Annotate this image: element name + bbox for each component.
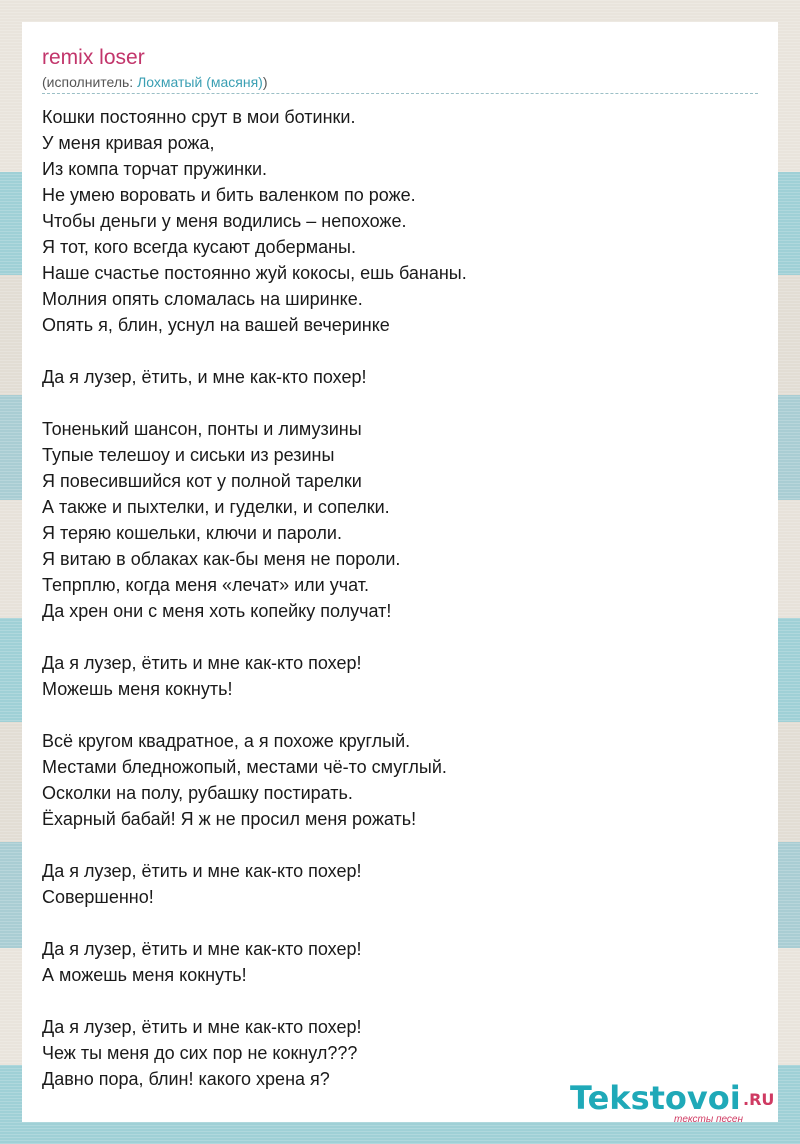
- lyrics-line: Не умею воровать и бить валенком по роже.: [42, 185, 416, 205]
- artist-line: [42, 73, 268, 91]
- lyrics-blank-line: [42, 624, 758, 650]
- lyrics-line: Я теряю кошельки, ключи и пароли.: [42, 523, 342, 543]
- lyrics-line: Да я лузер, ётить и мне как-кто похер!: [42, 861, 362, 881]
- lyrics-text: [42, 104, 758, 1092]
- lyrics-blank-line: [42, 832, 758, 858]
- lyrics-line: Я повесившийся кот у полной тарелки: [42, 471, 362, 491]
- lyrics-line: Да я лузер, ётить и мне как-кто похер!: [42, 1017, 362, 1037]
- artist-link[interactable]: Лохматый (масяня): [137, 74, 263, 90]
- lyrics-line: Местами бледножопый, местами чё-то смуглый.: [42, 757, 447, 777]
- logo-domain: .RU: [743, 1090, 775, 1109]
- lyrics-line: Можешь меня кокнуть!: [42, 679, 233, 699]
- lyrics-line: Да я лузер, ётить и мне как-кто похер!: [42, 653, 362, 673]
- lyrics-line: Я витаю в облаках как-бы меня не пороли.: [42, 549, 401, 569]
- lyrics-line: Чтобы деньги у меня водились – непохоже.: [42, 211, 407, 231]
- lyrics-line: Тупые телешоу и сиськи из резины: [42, 445, 335, 465]
- lyrics-line: Давно пора, блин! какого хрена я?: [42, 1069, 330, 1089]
- artist-suffix: ): [262, 74, 268, 90]
- lyrics-line: Всё кругом квадратное, а я похоже круглый.: [42, 731, 411, 751]
- title-divider: [42, 93, 758, 94]
- lyrics-blank-line: [42, 390, 758, 416]
- lyrics-blank-line: [42, 988, 758, 1014]
- logo-name: Tekstovoi: [570, 1079, 741, 1117]
- lyrics-blank-line: [42, 910, 758, 936]
- lyrics-line: Я тот, кого всегда кусают доберманы.: [42, 237, 356, 257]
- artist-prefix: (исполнитель:: [42, 74, 138, 90]
- lyrics-line: Тоненький шансон, понты и лимузины: [42, 419, 362, 439]
- lyrics-line: Чеж ты меня до сих пор не кокнул???: [42, 1043, 358, 1063]
- lyrics-line: Ёхарный бабай! Я ж не просил меня рожать!: [42, 809, 417, 829]
- logo-tagline: тексты песен: [674, 1114, 743, 1125]
- lyrics-line: Да я лузер, ётить и мне как-кто похер!: [42, 939, 362, 959]
- lyrics-line: Кошки постоянно срут в мои ботинки.: [42, 107, 356, 127]
- lyrics-line: Молния опять сломалась на ширинке.: [42, 289, 363, 309]
- lyrics-line: Да я лузер, ётить, и мне как-кто похер!: [42, 367, 367, 387]
- lyrics-line: У меня кривая рожа,: [42, 133, 215, 153]
- lyrics-line: Совершенно!: [42, 887, 154, 907]
- lyrics-line: А можешь меня кокнуть!: [42, 965, 247, 985]
- lyrics-line: А также и пыхтелки, и гуделки, и сопелки.: [42, 497, 390, 517]
- lyrics-line: Наше счастье постоянно жуй кокосы, ешь бананы.: [42, 263, 467, 283]
- lyrics-blank-line: [42, 702, 758, 728]
- lyrics-card: [22, 22, 778, 1122]
- lyrics-line: Опять я, блин, уснул на вашей вечеринке: [42, 315, 390, 335]
- song-title: remix loser: [42, 46, 145, 69]
- site-logo[interactable]: [570, 1080, 780, 1128]
- lyrics-line: Да хрен они с меня хоть копейку получат!: [42, 601, 392, 621]
- lyrics-line: Из компа торчат пружинки.: [42, 159, 268, 179]
- lyrics-line: Осколки на полу, рубашку постирать.: [42, 783, 353, 803]
- lyrics-blank-line: [42, 338, 758, 364]
- lyrics-line: Тепрплю, когда меня «лечат» или учат.: [42, 575, 369, 595]
